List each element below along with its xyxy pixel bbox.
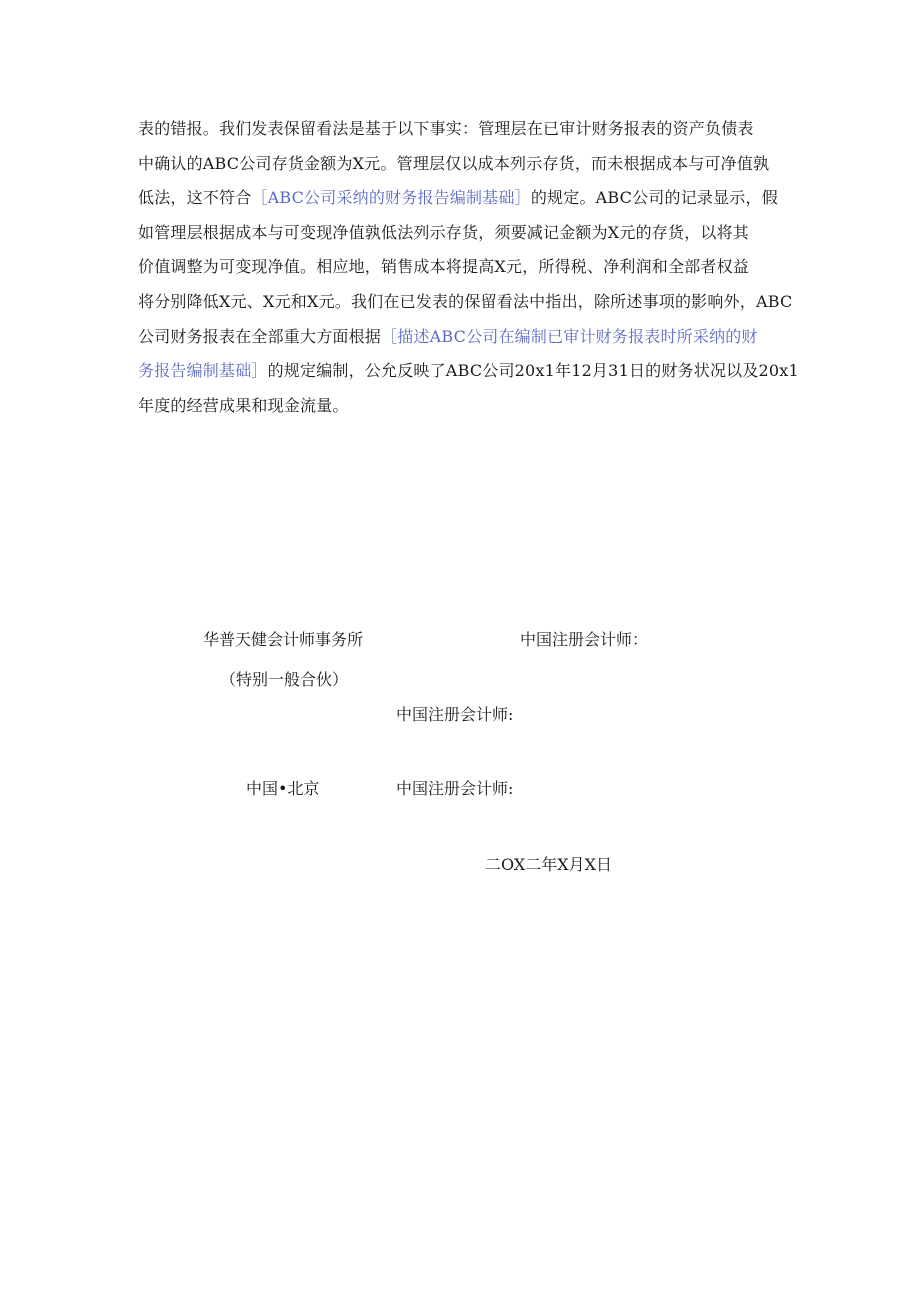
paragraph-line: 如管理层根据成本与可变现净值孰低法列示存货，须要减记金额为X元的存货，以将其 xyxy=(138,222,749,242)
paragraph-text: 的规定编制，公允反映了ABC公司20x1年12月31日的财务状况以及20x1 xyxy=(267,361,799,381)
paragraph-line: 年度的经营成果和现金流量。 xyxy=(138,395,349,415)
framework-description-placeholder: ［描述ABC公司在编制已审计财务报表时所采纳的财 xyxy=(381,326,758,346)
paragraph-line: 价值调整为可变现净值。相应地，销售成本将提高X元，所得税、净利润和全部者权益 xyxy=(138,257,749,277)
paragraph-line xyxy=(138,181,798,216)
paragraph-line: 中确认的ABC公司存货金额为X元。管理层仅以成本列示存货，而未根据成本与可净值孰 xyxy=(138,153,770,173)
opinion-paragraph xyxy=(138,112,798,423)
paragraph-line xyxy=(138,320,798,355)
paragraph-line: 表的错报。我们发表保留看法是基于以下事实：管理层在已审计财务报表的资产负债表 xyxy=(138,119,754,138)
paragraph-text: 的规定。ABC公司的记录显示，假 xyxy=(530,188,778,208)
firm-location: 中国•北京 xyxy=(246,779,320,798)
paragraph-line: 将分别降低X元、X元和X元。我们在已发表的保留看法中指出，除所述事项的影响外，ABC xyxy=(138,291,793,311)
cpa-signature-label-1: 中国注册会计师： xyxy=(520,630,649,649)
report-date: 二OX二年X月X日 xyxy=(485,855,613,874)
paragraph-line xyxy=(138,354,798,389)
framework-description-placeholder: 务报告编制基础］ xyxy=(138,361,268,381)
cpa-signature-label-3: 中国注册会计师: xyxy=(396,779,514,798)
framework-placeholder: ［ABC公司采纳的财务报告编制基础］ xyxy=(251,188,531,208)
firm-type: （特别一般合伙） xyxy=(220,670,349,689)
firm-name: 华普天健会计师事务所 xyxy=(203,630,364,649)
paragraph-text: 公司财务报表在全部重大方面根据 xyxy=(138,326,382,346)
paragraph-text: 低法，这不符合 xyxy=(138,188,252,208)
cpa-signature-label-2: 中国注册会计师: xyxy=(396,705,514,724)
